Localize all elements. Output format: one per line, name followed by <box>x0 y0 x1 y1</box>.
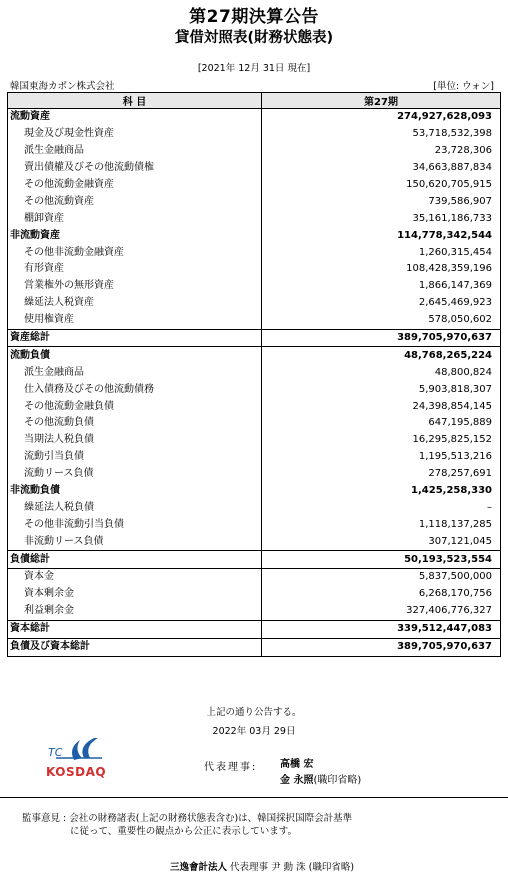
audit-opinion-line-2: に従って、重要性の観点から公正に表示しています。 <box>70 826 298 837</box>
row-label: 流動引当負債 <box>8 449 262 466</box>
row-label: 負債総計 <box>8 551 262 569</box>
row-label: 非流動リース負債 <box>8 533 262 550</box>
row-label: 流動リース負債 <box>8 466 262 483</box>
row-label: その他流動金融資産 <box>8 177 262 194</box>
row-label: 非流動負債 <box>8 483 262 500</box>
row-value: 1,425,258,330 <box>262 483 501 500</box>
column-header-item: 科 目 <box>8 93 262 109</box>
row-value: 389,705,970,637 <box>262 329 501 347</box>
table-row <box>8 381 501 398</box>
row-value: 647,195,889 <box>262 415 501 432</box>
divider <box>0 797 508 798</box>
table-row <box>8 620 501 638</box>
audit-opinion-line-1: 監事意見 : 会社の財務諸表(上記の財務状態表含む)は、韓国採択国際会計基準 <box>22 813 353 824</box>
table-row <box>8 109 501 126</box>
row-value: 739,586,907 <box>262 193 501 210</box>
table-header-row <box>8 93 501 109</box>
row-value: 1,195,513,216 <box>262 449 501 466</box>
row-value: 16,295,825,152 <box>262 432 501 449</box>
table-row <box>8 227 501 244</box>
notice-title: 第27期決算公告 <box>189 7 319 27</box>
table-row <box>8 143 501 160</box>
row-value: 50,193,523,554 <box>262 551 501 569</box>
row-label: その他流動金融負債 <box>8 398 262 415</box>
table-row <box>8 347 501 364</box>
row-value: 278,257,691 <box>262 466 501 483</box>
row-label: 現金及び現金性資産 <box>8 126 262 143</box>
table-row <box>8 278 501 295</box>
table-body <box>8 109 501 657</box>
row-value: 53,718,532,398 <box>262 126 501 143</box>
table-row <box>8 210 501 227</box>
row-label: 営業権外の無形資産 <box>8 278 262 295</box>
row-label: 流動負債 <box>8 347 262 364</box>
table-row <box>8 126 501 143</box>
row-label: 派生金融商品 <box>8 143 262 160</box>
representative-name-2 <box>280 771 361 786</box>
row-value: – <box>262 499 501 516</box>
column-header-period: 第27期 <box>262 93 501 109</box>
row-label: 非流動資産 <box>8 227 262 244</box>
table-row <box>8 551 501 569</box>
table-row <box>8 193 501 210</box>
kosdaq-logo-graphic <box>44 734 124 782</box>
table-row <box>8 432 501 449</box>
table-row <box>8 516 501 533</box>
row-label: 資産総計 <box>8 329 262 347</box>
row-label: 賣出債權及びその他流動債権 <box>8 160 262 177</box>
table-row <box>8 244 501 261</box>
company-name: 韓国東海カボン株式会社 <box>10 81 115 92</box>
representative-name-1: 高橋 宏 <box>280 759 314 770</box>
row-label: 派生金融商品 <box>8 364 262 381</box>
row-label: 資本金 <box>8 569 262 586</box>
table-row <box>8 483 501 500</box>
row-label: その他流動負債 <box>8 415 262 432</box>
balance-sheet-table <box>7 92 501 657</box>
table-row <box>8 160 501 177</box>
representative-title: 代表理事: <box>204 762 258 773</box>
row-value: 578,050,602 <box>262 312 501 329</box>
unit-label: [単位: ウォン] <box>433 81 494 92</box>
table-row <box>8 466 501 483</box>
row-value: 108,428,359,196 <box>262 261 501 278</box>
row-label: 資本総計 <box>8 620 262 638</box>
row-value: 339,512,447,083 <box>262 620 501 638</box>
row-label: 流動資産 <box>8 109 262 126</box>
row-label: その他非流動金融資産 <box>8 244 262 261</box>
row-value: 34,663,887,834 <box>262 160 501 177</box>
table-row <box>8 499 501 516</box>
representative-name-2-text: 金 永照 <box>280 775 314 786</box>
row-value: 1,866,147,369 <box>262 278 501 295</box>
row-value: 1,118,137,285 <box>262 516 501 533</box>
table-row <box>8 638 501 656</box>
row-label: その他非流動引当負債 <box>8 516 262 533</box>
row-value: 5,837,500,000 <box>262 569 501 586</box>
row-value: 48,768,265,224 <box>262 347 501 364</box>
row-value: 48,800,824 <box>262 364 501 381</box>
table-row <box>8 398 501 415</box>
table-row <box>8 586 501 603</box>
table-row <box>8 533 501 550</box>
row-value: 23,728,306 <box>262 143 501 160</box>
auditor-signature <box>170 859 354 873</box>
table-row <box>8 261 501 278</box>
row-value: 24,398,854,145 <box>262 398 501 415</box>
table-row <box>8 569 501 586</box>
row-value: 389,705,970,637 <box>262 638 501 656</box>
table-row <box>8 415 501 432</box>
table-row <box>8 449 501 466</box>
logo-tc-text: TC <box>48 746 63 759</box>
row-value: 35,161,186,733 <box>262 210 501 227</box>
auditor-firm: 三逸會計法人 <box>170 862 228 873</box>
row-value: 2,645,469,923 <box>262 295 501 312</box>
row-label: 仕入債務及びその他流動債務 <box>8 381 262 398</box>
row-value: 307,121,045 <box>262 533 501 550</box>
row-label: 資本剰余金 <box>8 586 262 603</box>
row-value: 274,927,628,093 <box>262 109 501 126</box>
row-label: 棚卸資産 <box>8 210 262 227</box>
row-label: 利益剰余金 <box>8 603 262 620</box>
row-label: 使用権資産 <box>8 312 262 329</box>
as-of-date: [2021年 12月 31日 現在] <box>197 63 311 74</box>
table-row <box>8 312 501 329</box>
table-row <box>8 364 501 381</box>
notice-text: 上記の通り公告する。 <box>206 707 302 718</box>
row-label: 負債及び資本総計 <box>8 638 262 656</box>
row-label: 当期法人税負債 <box>8 432 262 449</box>
row-label: 繰延法人税負債 <box>8 499 262 516</box>
row-value: 6,268,170,756 <box>262 586 501 603</box>
seal-omitted-note: (職印省略) <box>313 775 362 786</box>
table-row <box>8 295 501 312</box>
row-label: 繰延法人税資産 <box>8 295 262 312</box>
logo-kosdaq-text: KOSDAQ <box>46 765 107 779</box>
notice-date: 2022年 03月 29日 <box>212 726 296 737</box>
row-label: その他流動資産 <box>8 193 262 210</box>
row-value: 327,406,776,327 <box>262 603 501 620</box>
table-row <box>8 329 501 347</box>
row-value: 5,903,818,307 <box>262 381 501 398</box>
table-row <box>8 177 501 194</box>
row-value: 114,778,342,544 <box>262 227 501 244</box>
table-row <box>8 603 501 620</box>
kosdaq-logo <box>44 734 124 782</box>
row-label: 有形資産 <box>8 261 262 278</box>
statement-title: 貸借対照表(財務状態表) <box>174 30 334 46</box>
auditor-representative: 代表理事 尹 勳 洙 (職印省略) <box>227 862 355 873</box>
row-value: 150,620,705,915 <box>262 177 501 194</box>
row-value: 1,260,315,454 <box>262 244 501 261</box>
